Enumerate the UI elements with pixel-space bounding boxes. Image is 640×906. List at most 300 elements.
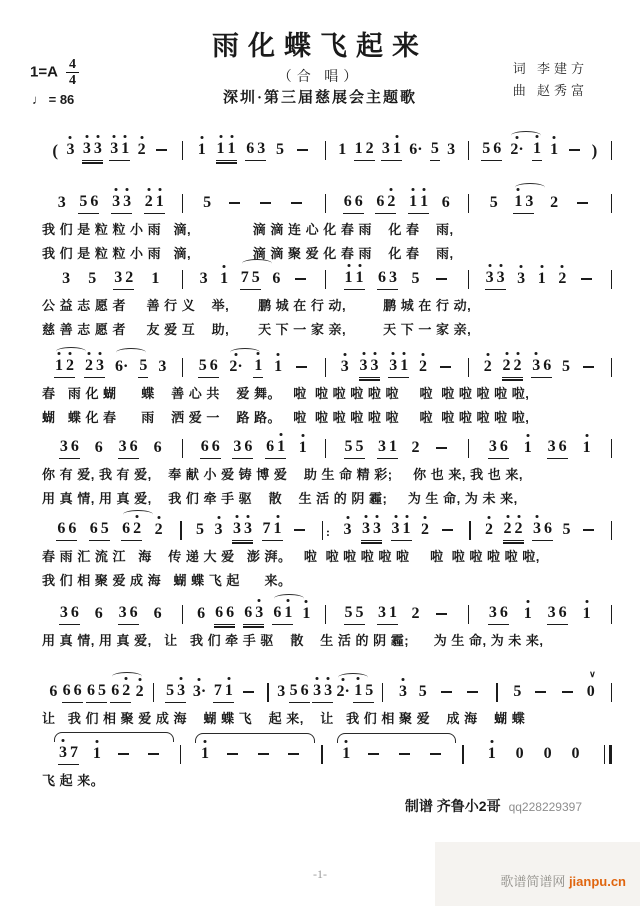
note: [420, 193, 428, 211]
note-group: [485, 269, 506, 290]
note-group: [262, 520, 283, 541]
lyricist-credit: 词 李建方: [512, 61, 588, 76]
note-number: 3: [233, 438, 242, 455]
note-group: [484, 521, 494, 541]
note-number: 6: [89, 520, 98, 537]
dash-note: [297, 149, 308, 151]
note-group: [488, 438, 509, 459]
note: [338, 141, 346, 159]
note-number: 1: [220, 270, 229, 287]
note: [400, 357, 408, 375]
note: [378, 269, 386, 287]
note-group: [224, 753, 241, 765]
octave-dot: [392, 352, 395, 355]
measure: [42, 357, 180, 378]
octave-dot: [204, 740, 207, 743]
barline: [325, 358, 327, 377]
note-number: 3: [533, 520, 541, 537]
note: [201, 745, 209, 763]
note-number: 2: [558, 270, 567, 287]
dash-note: [118, 753, 129, 755]
note: [583, 605, 591, 623]
note: [419, 358, 427, 376]
note-number: 6: [244, 438, 253, 455]
note-number: 2: [133, 520, 142, 537]
note-number: 6: [57, 520, 66, 537]
note-number: 6: [197, 605, 206, 622]
note-number: 1: [201, 745, 209, 762]
octave-dot: [561, 265, 564, 268]
site-link[interactable]: jianpu.cn: [568, 874, 626, 889]
note-group: [375, 193, 396, 214]
note: [112, 193, 120, 211]
dash-note: [583, 529, 594, 531]
note: [252, 269, 260, 287]
note: [214, 682, 222, 700]
octave-dot: [424, 516, 427, 519]
lyric-row-2: 用 真 情, 用 真 爱, 我 们 牵 手 驱 散 生 活 的 阴 霾; 为 生 命, 为 未 来,: [42, 491, 518, 506]
octave-dot: [365, 515, 368, 518]
note: [263, 520, 271, 538]
note-number: 3: [277, 683, 286, 700]
note: [96, 357, 104, 375]
note: [563, 521, 571, 539]
note: [525, 193, 533, 211]
engraver-credit: [405, 796, 582, 816]
octave-dot: [422, 353, 425, 356]
note: [58, 194, 66, 212]
octave-dot: [376, 515, 379, 518]
note-number: 2: [66, 357, 75, 374]
note-number: 6: [153, 439, 162, 456]
note-group: [78, 193, 99, 214]
measure: [42, 604, 180, 625]
note-number: 6: [211, 438, 220, 455]
measure: [473, 520, 609, 541]
note-number: 5: [482, 140, 491, 157]
note-group: [288, 202, 305, 214]
lyric-row-1: 飞 起 来。: [42, 773, 105, 788]
note-number: 3: [496, 269, 505, 286]
note-group: [354, 140, 375, 161]
end-barline: [611, 605, 613, 624]
measure: [42, 520, 178, 541]
note: [166, 682, 174, 700]
note-group: [398, 683, 408, 703]
note: [344, 521, 352, 539]
barline: [182, 358, 184, 377]
note: [59, 744, 67, 762]
octave-dot: [247, 515, 250, 518]
note: [378, 604, 386, 622]
note-number: 1: [420, 193, 429, 210]
measure: [328, 438, 466, 459]
note-number: 1: [273, 520, 282, 537]
octave-dot: [217, 516, 220, 519]
note: [203, 194, 211, 212]
note-number: 6: [441, 194, 450, 211]
note-group: [559, 691, 576, 703]
octave-dot: [394, 515, 397, 518]
octave-dot: [69, 136, 72, 139]
measures-row: [42, 140, 614, 161]
note-number: 3: [381, 140, 390, 157]
note: [371, 357, 379, 375]
time-signature: [66, 58, 79, 87]
note-number: 3: [62, 270, 71, 287]
note-group: [273, 358, 283, 378]
note: [87, 682, 95, 700]
note: [389, 604, 397, 622]
dash-note: [581, 278, 592, 280]
note: [345, 269, 353, 287]
note-number: 7: [69, 744, 78, 761]
score-line-2: [42, 193, 614, 262]
barline: [468, 605, 470, 624]
note-group: [94, 605, 104, 625]
note: [125, 269, 133, 287]
note: [412, 439, 420, 457]
note-group: [578, 278, 595, 290]
note-number: 0: [586, 683, 595, 700]
note-number: 3: [123, 193, 132, 210]
note-number: 6: [153, 605, 162, 622]
note-group: [344, 269, 365, 290]
measure: [185, 357, 323, 378]
note-number: 3: [158, 358, 167, 375]
note-number: 1: [354, 682, 363, 699]
note-group: [411, 439, 421, 459]
note-number: 5: [88, 270, 97, 287]
score-line-1: [42, 140, 614, 161]
measure: [325, 745, 461, 765]
note-number: 6: [94, 439, 103, 456]
measure: [331, 520, 467, 541]
note-number: 1: [582, 605, 591, 622]
note: [198, 141, 206, 159]
score-line-5: [42, 438, 614, 507]
note: [514, 357, 522, 375]
note-number: 1: [227, 140, 236, 157]
measure: [42, 269, 180, 290]
note-group: [523, 439, 533, 459]
note: [272, 270, 280, 288]
note-number: 3: [93, 140, 102, 157]
measure: [500, 669, 609, 703]
key-label: 1=A: [30, 63, 58, 81]
note: [233, 520, 241, 538]
note: [155, 521, 163, 539]
note-group: [571, 745, 581, 765]
note-group: [56, 520, 77, 541]
note-group: [200, 438, 221, 459]
note-number: 6: [62, 682, 71, 699]
note-number: 1: [532, 140, 541, 157]
note-number: 1: [487, 745, 496, 762]
dash-note: [148, 753, 159, 755]
octave-dot: [287, 599, 290, 602]
lyric-row-2: 蝴 蝶 化 春 雨 洒 爱 一 路 路。 啦 啦 啦 啦 啦 啦 啦 啦 啦 啦 啦 啦,: [42, 410, 530, 425]
note-group: [275, 141, 285, 161]
note-group: [145, 753, 162, 765]
barline: [382, 683, 384, 702]
note-number: 1: [277, 438, 286, 455]
breath-mark: ∨: [589, 669, 596, 679]
note-group: [197, 141, 207, 161]
note-number: 6: [544, 520, 552, 537]
note: [412, 605, 420, 623]
note-number: 3: [110, 140, 119, 157]
note: [562, 358, 570, 376]
dash-note: [430, 753, 441, 755]
octave-dot: [423, 188, 426, 191]
note-number: 1: [550, 141, 559, 158]
end-barline: [611, 141, 613, 160]
note-group: [89, 520, 110, 541]
note-group: [408, 141, 423, 161]
engraver-name: 制谱 齐鲁小2哥: [404, 798, 501, 814]
barline: [321, 745, 323, 764]
note-group: [365, 753, 382, 765]
note-group: [271, 270, 281, 290]
note-number: 6: [94, 605, 103, 622]
note: [302, 605, 310, 623]
note-number: 6: [354, 193, 363, 210]
note-group: [118, 438, 139, 459]
measure: [184, 520, 320, 541]
note-number: 6: [90, 193, 99, 210]
measure: [42, 140, 180, 161]
note-group: [265, 438, 286, 459]
dash-note: [258, 753, 269, 755]
note-number: 3: [255, 604, 264, 621]
note-number: 3: [324, 682, 333, 699]
lyric-row-1: 春 雨 汇 流 江 海 传 递 大 爱 澎 湃。 啦 啦 啦 啦 啦 啦 啦 啦 啦 啦 啦 啦,: [42, 549, 540, 564]
note: [244, 604, 252, 622]
note: [257, 140, 265, 158]
octave-dot: [516, 352, 519, 355]
note: [533, 140, 541, 158]
note-group: [144, 193, 165, 214]
lyric-row-1: 你 有 爱, 我 有 爱, 奉 献 小 爱 铸 博 爱 助 生 命 精 彩; 你 也 来, 我 也 来,: [42, 467, 523, 482]
note-group: [532, 691, 549, 703]
note-group: [153, 149, 170, 161]
dash-note: [260, 202, 271, 204]
note: [95, 605, 103, 623]
note: [419, 683, 427, 701]
octave-dot: [85, 135, 88, 138]
meter-top: 4: [66, 58, 79, 73]
song-subtitle: （合 唱）: [277, 70, 363, 85]
note-number: 1: [355, 269, 364, 286]
note: [60, 438, 68, 456]
octave-dot: [113, 135, 116, 138]
note: [389, 269, 397, 287]
octave-dot: [346, 516, 349, 519]
note-group: [532, 140, 542, 161]
note-group: [487, 745, 497, 765]
note-number: 5: [79, 193, 88, 210]
note: [215, 521, 223, 539]
note-group: [59, 438, 80, 459]
credits: [513, 58, 588, 102]
note: [382, 140, 390, 158]
octave-dot: [345, 740, 348, 743]
note-number: 1: [389, 438, 397, 455]
tempo-marking: [32, 92, 74, 107]
note-number: 1: [151, 270, 160, 287]
note-number: 7: [240, 269, 249, 286]
note-number: 1: [344, 269, 353, 286]
note: [101, 520, 109, 538]
octave-dot: [520, 265, 523, 268]
note-number: 5: [276, 141, 284, 158]
note-group: [135, 683, 145, 703]
note-group: [86, 682, 107, 703]
note-number: 5: [196, 521, 204, 538]
note: [217, 140, 225, 158]
note-number: 5: [203, 194, 212, 211]
end-barline: [611, 194, 613, 213]
note: [197, 605, 205, 623]
note: [70, 744, 78, 762]
note: [548, 604, 556, 622]
note-group: [489, 194, 499, 214]
note-group: [255, 753, 272, 765]
note: [538, 270, 546, 288]
note-number: 6: [215, 604, 224, 621]
note-group: [441, 194, 451, 214]
note-number: 1: [523, 605, 532, 622]
note-number: 5: [344, 438, 353, 455]
octave-dot: [277, 353, 280, 356]
note-number: 0: [543, 745, 552, 762]
octave-dot: [235, 353, 238, 356]
note: [376, 193, 384, 211]
note-group: [411, 605, 421, 625]
octave-dot: [405, 515, 408, 518]
octave-dot: [499, 264, 502, 267]
dash-note: [562, 691, 573, 693]
note-number: 6: [376, 193, 385, 210]
octave-dot: [125, 677, 128, 680]
dash-note: [399, 753, 410, 755]
octave-dot: [88, 352, 91, 355]
octave-dot: [358, 264, 361, 267]
note-group: [344, 604, 365, 625]
note: [210, 357, 218, 375]
note: [373, 520, 381, 538]
score-line-3: [42, 269, 614, 338]
dash-note: [535, 691, 546, 693]
note-group: [377, 269, 398, 290]
note-group: [418, 358, 428, 378]
note-group: [580, 529, 597, 541]
note-group: [192, 683, 207, 703]
note-number: 3: [488, 604, 497, 621]
measure: [328, 140, 466, 161]
note-group: [582, 605, 592, 625]
note: [151, 270, 159, 288]
note: [60, 604, 68, 622]
note: [123, 193, 131, 211]
note-group: [340, 358, 350, 378]
note: [399, 683, 407, 701]
note-number: 5: [355, 438, 364, 455]
note-group: [114, 358, 129, 378]
measure: [185, 194, 323, 214]
engraver-qq: qq228229397: [508, 800, 582, 814]
note-group: [110, 682, 131, 703]
octave-dot: [230, 135, 233, 138]
note-number: 6: [86, 682, 95, 699]
note-group: [213, 682, 234, 703]
measure: [385, 683, 494, 703]
note-group: [353, 682, 374, 703]
note-group: [48, 683, 58, 703]
note: [212, 438, 220, 456]
note-group: [232, 438, 253, 459]
note: [412, 270, 420, 288]
note-group: [562, 521, 572, 541]
note: [572, 745, 580, 763]
octave-dot: [223, 265, 226, 268]
octave-dot: [301, 434, 304, 437]
note: [74, 682, 82, 700]
note-number: 5: [97, 682, 106, 699]
note: [543, 357, 551, 375]
site-name: 歌谱简谱网: [500, 874, 569, 889]
note: [344, 193, 352, 211]
score-line-7: [42, 604, 614, 649]
note-number: 2·: [510, 141, 524, 158]
note: [145, 193, 153, 211]
note-group: [513, 193, 534, 214]
score-line-8: [42, 669, 614, 727]
score-line-9: [42, 744, 614, 789]
lyric-row-2: 我 们 相 聚 爱 成 海 蝴 蝶 飞 起 来。: [42, 573, 292, 588]
note-number: 1: [392, 140, 401, 157]
note-number: 3: [391, 520, 400, 537]
note: [558, 270, 566, 288]
repeat-sign: :: [326, 525, 330, 539]
octave-dot: [488, 264, 491, 267]
note: [111, 682, 119, 700]
note-number: 2·: [229, 358, 243, 375]
note-number: 3: [547, 604, 556, 621]
note-number: 6: [49, 683, 58, 700]
note: [387, 193, 395, 211]
note-group: [574, 202, 591, 214]
octave-dot: [347, 264, 350, 267]
lyric-row-2: 慈 善 志 愿 者 友 爱 互 助, 天 下 一 家 亲, 天 下 一 家 亲,: [42, 322, 472, 337]
note-number: 3: [66, 141, 75, 158]
note: [98, 682, 106, 700]
note-group: [557, 270, 567, 290]
note: [486, 269, 494, 287]
measure: [42, 193, 180, 214]
note-group: [150, 270, 160, 290]
note: [362, 520, 370, 538]
note: [389, 438, 397, 456]
octave-dot: [343, 353, 346, 356]
tie-arc: [195, 733, 315, 743]
note: [130, 438, 138, 456]
octave-dot: [58, 352, 61, 355]
page-number: -1-: [313, 867, 327, 881]
note-group: [430, 140, 440, 161]
measures-row: [42, 744, 614, 765]
